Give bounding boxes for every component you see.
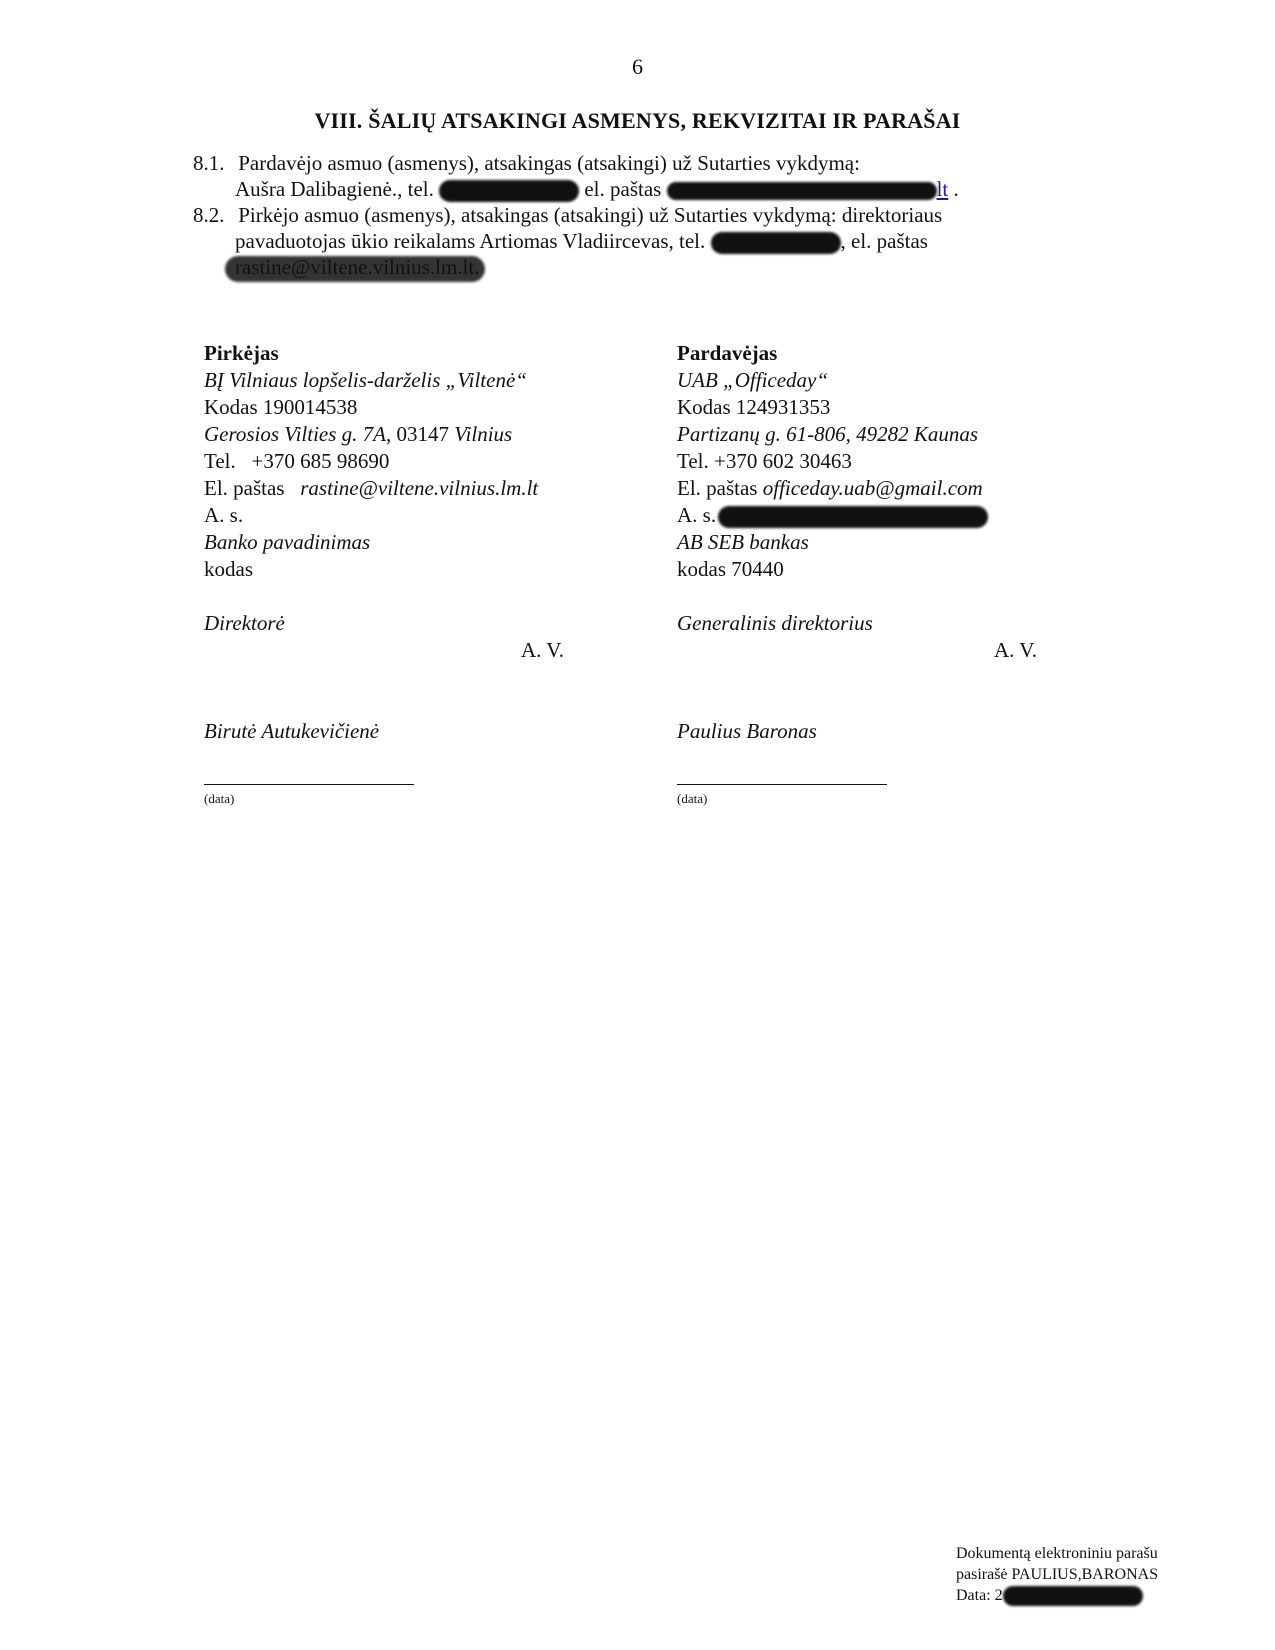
seller-date-label: (data) [677, 791, 708, 806]
seller-email: officeday.uab@gmail.com [762, 476, 983, 500]
clause-end: . [953, 177, 959, 201]
clause-number: 8.2. [193, 203, 225, 227]
esig-line-1: Dokumentą elektroniniu parašu [956, 1545, 1158, 1562]
redacted-email [667, 182, 937, 200]
contact-name: Aušra Dalibagienė., tel. [235, 177, 434, 201]
redacted-account [718, 506, 988, 528]
email-label: el. paštas [584, 177, 662, 201]
buyer-email-row [204, 475, 574, 502]
seller-heading: Pardavėjas [677, 341, 778, 365]
buyer-date-label: (data) [204, 791, 235, 806]
esig-line-2: pasirašė PAULIUS,BARONAS [956, 1566, 1159, 1583]
esig-line-3 [956, 1585, 1226, 1606]
redacted-date [1003, 1586, 1143, 1606]
email-tail: lt [936, 177, 949, 201]
buyer-city: Vilnius [454, 422, 513, 446]
buyer-zip: , 03147 [386, 422, 455, 446]
seller-details [677, 340, 1047, 807]
buyer-account: A. s. [204, 503, 244, 527]
buyer-address [204, 421, 574, 448]
seller-email-row [677, 475, 1047, 502]
buyer-bank: Banko pavadinimas [204, 530, 371, 554]
email-label: , el. paštas [840, 229, 928, 253]
buyer-position: Direktorė [204, 611, 285, 635]
section-title: VIII. ŠALIŲ ATSAKINGI ASMENYS, REKVIZITAI IR PARAŠAI [314, 108, 961, 133]
seller-stamp: A. V. [994, 638, 1037, 662]
seller-account [677, 502, 1047, 529]
contact-email-link[interactable] [667, 177, 949, 201]
seller-signature-line [677, 783, 887, 785]
esig-date-label: Data: 2 [956, 1587, 1003, 1604]
clause-text-2: pavaduotojas ūkio reikalams Artiomas Vladiircevas, tel. [235, 229, 706, 253]
seller-phone: Tel. +370 602 30463 [677, 449, 852, 473]
seller-name: UAB „Officeday“ [677, 368, 829, 392]
page-number: 6 [632, 54, 643, 79]
seller-email-label: El. paštas [677, 476, 758, 500]
clause-number: 8.1. [193, 151, 225, 175]
buyer-bank-code: kodas [204, 557, 253, 581]
buyer-heading: Pirkėjas [204, 341, 279, 365]
buyer-stamp: A. V. [521, 638, 564, 662]
buyer-details [204, 340, 574, 807]
clause-text: Pardavėjo asmuo (asmenys), atsakingas (atsakingi) už Sutarties vykdymą: [238, 151, 860, 175]
clause-8-2 [193, 202, 1033, 280]
buyer-phone: Tel. +370 685 98690 [204, 449, 390, 473]
buyer-code: Kodas 190014538 [204, 395, 358, 419]
redacted-phone [439, 180, 579, 202]
seller-code: Kodas 124931353 [677, 395, 831, 419]
buyer-email: rastine@viltene.vilnius.lm.lt [300, 476, 539, 500]
buyer-name: BĮ Vilniaus lopšelis-darželis „Viltenė“ [204, 368, 527, 392]
redacted-phone [711, 232, 841, 254]
clause-text: Pirkėjo asmuo (asmenys), atsakingas (atsakingi) už Sutarties vykdymą: direktoriaus [238, 203, 943, 227]
buyer-signature-line [204, 783, 414, 785]
seller-bank: AB SEB bankas [677, 530, 809, 554]
buyer-email-label: El. paštas [204, 476, 285, 500]
seller-position: Generalinis direktorius [677, 611, 873, 635]
buyer-signatory: Birutė Autukevičienė [204, 719, 380, 743]
clause-8-1 [193, 150, 1033, 202]
redacted-email [225, 256, 485, 282]
seller-bank-code: kodas 70440 [677, 557, 784, 581]
seller-address: Partizanų g. 61-806, 49282 Kaunas [677, 422, 979, 446]
seller-signatory: Paulius Baronas [677, 719, 817, 743]
electronic-signature-note [956, 1543, 1226, 1606]
buyer-street: Gerosios Vilties g. 7A [204, 422, 386, 446]
seller-account-label: A. s. [677, 503, 717, 527]
